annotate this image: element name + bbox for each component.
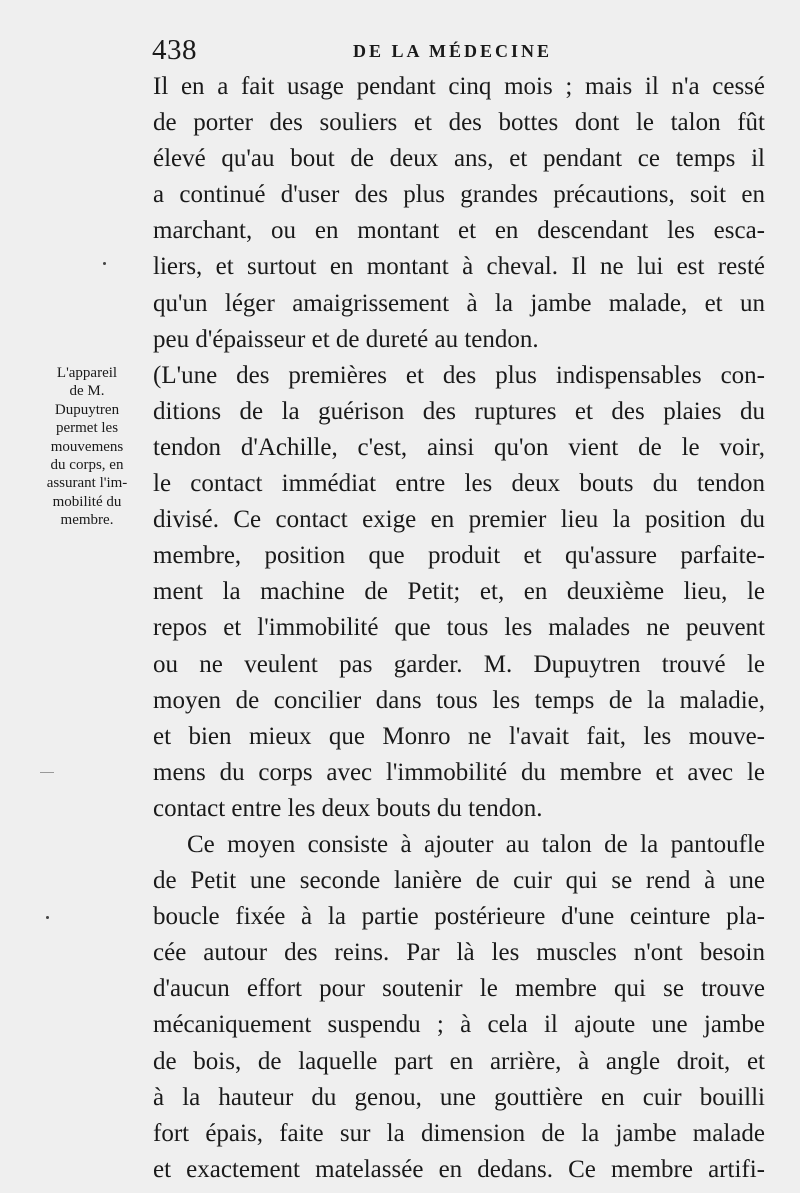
margin-note-line: de M. — [69, 383, 105, 400]
body-text — [153, 69, 765, 1188]
text-line: boucle fixée à la partie postérieure d'une ceinture pla- — [153, 903, 765, 931]
paragraph-3 — [153, 827, 765, 1188]
text-line: qu'un léger amaigrissement à la jambe malade, et un — [153, 289, 765, 317]
margin-note-line: mouvemens — [50, 438, 124, 455]
text-line: cée autour des reins. Par là les muscles n'ont besoin — [153, 939, 765, 967]
text-line: et bien mieux que Monro ne l'avait fait, les mouve- — [153, 722, 765, 750]
page-number: 438 — [152, 34, 197, 66]
ink-speck — [40, 772, 54, 773]
text-line: le contact immédiat entre les deux bouts du tendon — [153, 470, 765, 498]
margin-note-line: mobilité du — [52, 493, 122, 510]
margin-note-line: permet les — [55, 420, 119, 437]
text-line: membre, position que produit et qu'assure parfaite- — [153, 542, 765, 570]
text-line: de Petit une seconde lanière de cuir qui se rend à une — [153, 867, 765, 895]
text-line: ment la machine de Petit; et, en deuxième lieu, le — [153, 578, 765, 606]
text-line: fort épais, faite sur la dimension de la jambe malade — [153, 1119, 765, 1147]
ink-speck — [46, 916, 49, 919]
text-line: Il en a fait usage pendant cinq mois ; mais il n'a cessé — [153, 73, 765, 100]
text-line: marchant, ou en montant et en descendant les esca- — [153, 217, 765, 245]
page-header — [0, 34, 800, 66]
margin-note-line: membre. — [60, 512, 114, 529]
text-line: repos et l'immobilité que tous les malades ne peuvent — [153, 614, 765, 642]
margin-note — [28, 364, 146, 530]
text-line: tendon d'Achille, c'est, ainsi qu'on vient de le voir, — [153, 433, 765, 461]
text-line: liers, et surtout en montant à cheval. Il ne lui est resté — [153, 253, 765, 281]
text-line: ou ne veulent pas garder. M. Dupuytren trouvé le — [153, 650, 765, 678]
text-line: élevé qu'au bout de deux ans, et pendant ce temps il — [153, 145, 765, 173]
text-line: moyen de concilier dans tous les temps de la maladie, — [153, 686, 765, 714]
margin-note-line: assurant l'im- — [46, 475, 128, 492]
text-line: de bois, de laquelle part en arrière, à angle droit, et — [153, 1047, 765, 1075]
text-line: peu d'épaisseur et de dureté au tendon. — [153, 325, 539, 353]
text-line: d'aucun effort pour soutenir le membre qui se trouve — [153, 975, 765, 1003]
text-line: et exactement matelassée en dedans. Ce membre artifi- — [153, 1155, 765, 1183]
text-line: mécaniquement suspendu ; à cela il ajoute une jambe — [153, 1011, 765, 1039]
paragraph-2 — [153, 358, 765, 827]
text-line: mens du corps avec l'immobilité du membre et avec le — [153, 758, 765, 786]
text-line: contact entre les deux bouts du tendon. — [153, 794, 543, 822]
text-line: (L'une des premières et des plus indispensables con- — [153, 361, 765, 389]
text-line: a continué d'user des plus grandes précautions, soit en — [153, 181, 765, 209]
text-line: à la hauteur du genou, une gouttière en cuir bouilli — [153, 1083, 765, 1111]
margin-note-line: Dupuytren — [54, 401, 120, 418]
text-line: ditions de la guérison des ruptures et des plaies du — [153, 397, 765, 425]
margin-note-line: L'appareil — [56, 365, 118, 381]
paragraph-1 — [153, 69, 765, 358]
text-line: Ce moyen consiste à ajouter au talon de la pantoufle — [187, 830, 765, 858]
text-line: divisé. Ce contact exige en premier lieu la position du — [153, 506, 765, 534]
text-line: de porter des souliers et des bottes dont le talon fût — [153, 109, 765, 137]
margin-note-line: du corps, en — [50, 457, 124, 474]
ink-speck — [103, 262, 106, 265]
running-title: DE LA MÉDECINE — [353, 41, 553, 61]
